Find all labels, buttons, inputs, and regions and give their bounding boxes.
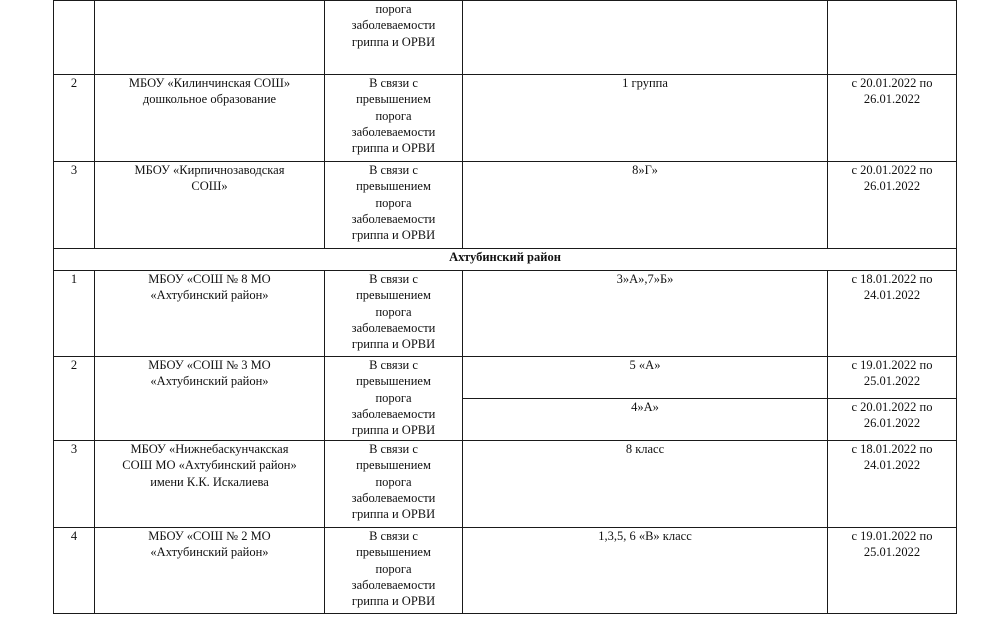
section-title: Ахтубинский район bbox=[54, 249, 957, 271]
group-cell: 5 «А» bbox=[463, 357, 828, 399]
reason-line: гриппа и ОРВИ bbox=[351, 228, 436, 243]
institution-line: МБОУ «Килинчинская СОШ» bbox=[128, 76, 291, 90]
institution-cell bbox=[95, 357, 325, 441]
period-line: 26.01.2022 bbox=[863, 179, 921, 194]
reason-line: порога bbox=[375, 195, 412, 210]
reason-line: В связи с bbox=[369, 442, 418, 456]
institution-line: МБОУ «Нижнебаскунчакская bbox=[130, 442, 289, 456]
reason-line: порога bbox=[375, 108, 412, 123]
reason-line: В связи с bbox=[369, 529, 418, 543]
reason-line: превышением bbox=[356, 458, 431, 473]
reason-line: порога bbox=[375, 2, 412, 16]
period-line: с 19.01.2022 по bbox=[851, 529, 933, 543]
reason-line: превышением bbox=[356, 288, 431, 303]
reason-cell bbox=[325, 75, 463, 162]
row-number bbox=[54, 1, 95, 75]
table-row bbox=[54, 162, 957, 249]
period-line: 26.01.2022 bbox=[863, 416, 921, 431]
reason-cell bbox=[325, 357, 463, 441]
row-number: 2 bbox=[54, 75, 95, 162]
period-line: 25.01.2022 bbox=[863, 374, 921, 389]
period-line: 25.01.2022 bbox=[863, 545, 921, 560]
reason-line: заболеваемости bbox=[351, 406, 436, 421]
institution-line: МБОУ «СОШ № 3 МО bbox=[148, 358, 271, 372]
group-cell: 8 класс bbox=[463, 441, 828, 528]
institution-cell bbox=[95, 528, 325, 614]
quarantine-table bbox=[53, 0, 957, 614]
period-line: с 20.01.2022 по bbox=[851, 400, 933, 414]
institution-cell bbox=[95, 75, 325, 162]
reason-line: порога bbox=[375, 304, 412, 319]
reason-cell bbox=[325, 271, 463, 357]
table-row bbox=[54, 441, 957, 528]
row-number: 4 bbox=[54, 528, 95, 614]
reason-line: превышением bbox=[356, 374, 431, 389]
reason-line: заболеваемости bbox=[351, 320, 436, 335]
period-cell bbox=[828, 271, 957, 357]
institution-line: МБОУ «СОШ № 8 МО bbox=[148, 272, 271, 286]
reason-cell bbox=[325, 528, 463, 614]
period-line: с 18.01.2022 по bbox=[851, 442, 933, 456]
institution-cell bbox=[95, 162, 325, 249]
group-cell: 1,3,5, 6 «В» класс bbox=[463, 528, 828, 614]
reason-line: заболеваемости bbox=[351, 124, 436, 139]
period-line: 26.01.2022 bbox=[863, 92, 921, 107]
period-cell bbox=[828, 357, 957, 399]
institution-line: «Ахтубинский район» bbox=[150, 288, 269, 303]
period-line: 24.01.2022 bbox=[863, 458, 921, 473]
institution-line: СОШ МО «Ахтубинский район» bbox=[122, 458, 297, 473]
period-cell bbox=[828, 162, 957, 249]
reason-cell bbox=[325, 162, 463, 249]
reason-line: превышением bbox=[356, 92, 431, 107]
institution-line: «Ахтубинский район» bbox=[150, 374, 269, 389]
reason-line: заболеваемости bbox=[351, 577, 436, 592]
reason-line: гриппа и ОРВИ bbox=[351, 34, 436, 49]
group-cell: 4»А» bbox=[463, 399, 828, 441]
reason-line: В связи с bbox=[369, 163, 418, 177]
reason-line: превышением bbox=[356, 179, 431, 194]
group-cell: 3»А»,7»Б» bbox=[463, 271, 828, 357]
period-cell bbox=[828, 441, 957, 528]
reason-line: превышением bbox=[356, 545, 431, 560]
reason-line: В связи с bbox=[369, 272, 418, 286]
reason-line: заболеваемости bbox=[351, 211, 436, 226]
period-line: с 18.01.2022 по bbox=[851, 272, 933, 286]
institution-cell bbox=[95, 1, 325, 75]
row-number: 1 bbox=[54, 271, 95, 357]
period-cell bbox=[828, 399, 957, 441]
period-cell bbox=[828, 1, 957, 75]
table-row bbox=[54, 271, 957, 357]
institution-line: имени К.К. Искалиева bbox=[150, 474, 269, 489]
institution-line: «Ахтубинский район» bbox=[150, 545, 269, 560]
section-header-row bbox=[54, 249, 957, 271]
reason-line: заболеваемости bbox=[351, 18, 436, 33]
reason-line: порога bbox=[375, 390, 412, 405]
reason-cell bbox=[325, 1, 463, 75]
reason-line: В связи с bbox=[369, 358, 418, 372]
group-cell: 1 группа bbox=[463, 75, 828, 162]
reason-line: гриппа и ОРВИ bbox=[351, 423, 436, 438]
group-cell bbox=[463, 1, 828, 75]
row-number: 3 bbox=[54, 162, 95, 249]
reason-line: гриппа и ОРВИ bbox=[351, 594, 436, 609]
reason-line: порога bbox=[375, 561, 412, 576]
institution-line: МБОУ «Кирпичнозаводская bbox=[134, 163, 285, 177]
reason-line: гриппа и ОРВИ bbox=[351, 507, 436, 522]
table-row bbox=[54, 528, 957, 614]
table-row bbox=[54, 357, 957, 399]
table-row-continuation bbox=[54, 1, 957, 75]
table-row bbox=[54, 75, 957, 162]
institution-cell bbox=[95, 271, 325, 357]
row-number: 2 bbox=[54, 357, 95, 441]
institution-line: дошкольное образование bbox=[142, 92, 277, 107]
period-line: с 19.01.2022 по bbox=[851, 358, 933, 372]
reason-line: гриппа и ОРВИ bbox=[351, 337, 436, 352]
reason-line: гриппа и ОРВИ bbox=[351, 141, 436, 156]
period-line: с 20.01.2022 по bbox=[851, 76, 933, 90]
period-line: 24.01.2022 bbox=[863, 288, 921, 303]
institution-cell bbox=[95, 441, 325, 528]
period-cell bbox=[828, 528, 957, 614]
period-line: с 20.01.2022 по bbox=[851, 163, 933, 177]
reason-line: порога bbox=[375, 474, 412, 489]
row-number: 3 bbox=[54, 441, 95, 528]
reason-cell bbox=[325, 441, 463, 528]
reason-line: заболеваемости bbox=[351, 490, 436, 505]
period-cell bbox=[828, 75, 957, 162]
institution-line: МБОУ «СОШ № 2 МО bbox=[148, 529, 271, 543]
reason-line: В связи с bbox=[369, 76, 418, 90]
institution-line: СОШ» bbox=[191, 179, 228, 194]
group-cell: 8»Г» bbox=[463, 162, 828, 249]
